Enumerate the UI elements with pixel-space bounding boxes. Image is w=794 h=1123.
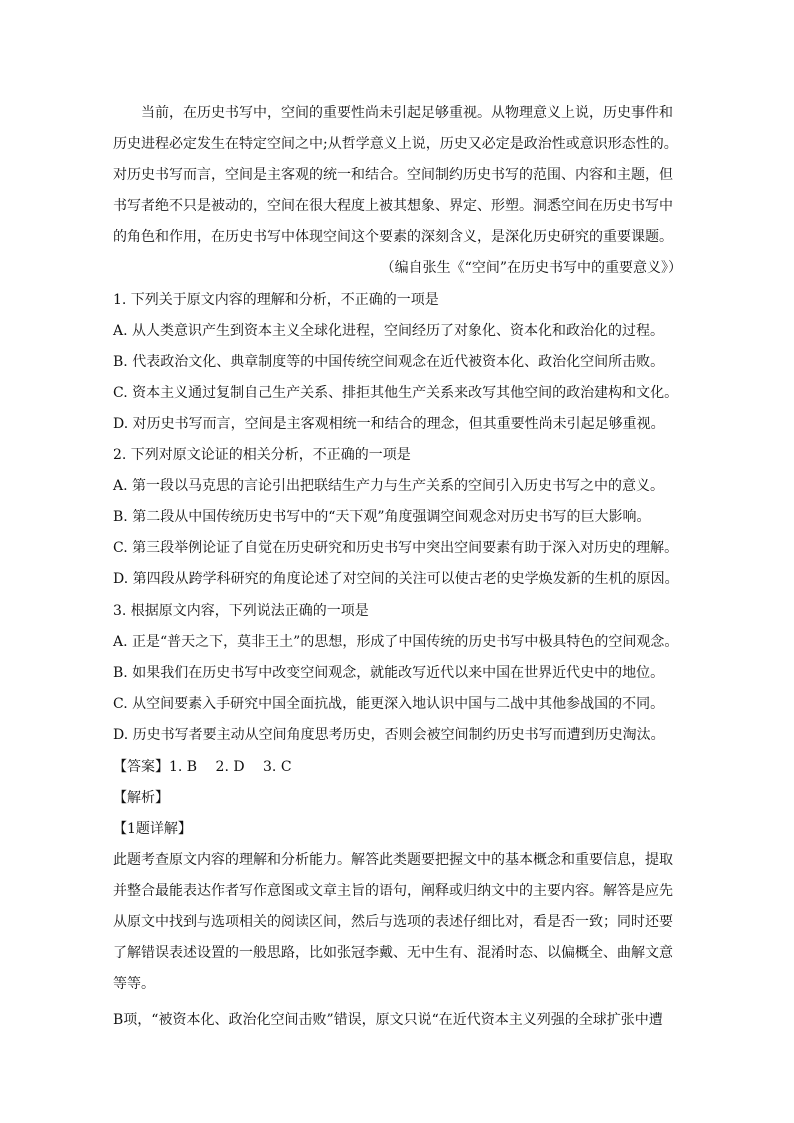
question-option: C. 资本主义通过复制自己生产关系、排拒其他生产关系来改写其他空间的政治建构和文化。 [113,385,679,401]
detail-heading: 【1题详解】 [113,821,192,837]
passage-line: 对历史书写而言，空间是主客观的统一和结合。空间制约历史书写的范围、内容和主题，但 [113,167,673,183]
question-stem: 3. 根据原文内容，下列说法正确的一项是 [113,603,369,619]
question-stem: 1. 下列关于原文内容的理解和分析，不正确的一项是 [113,292,439,308]
detail-line: 并整合最能表达作者写作意图或文章主旨的语句，阐释或归纳文中的主要内容。解答是应先 [113,883,673,899]
source-citation: （编自张生《“空间”在历史书写中的重要意义》） [380,260,682,276]
question-option: D. 第四段从跨学科研究的角度论述了对空间的关注可以使古老的史学焕发新的生机的原因。 [113,571,679,587]
answer-key: 【答案】1. B 2. D 3. C [113,759,292,775]
question-option: C. 从空间要素入手研究中国全面抗战，能更深入地认识中国与二战中其他参战国的不同。 [113,696,665,712]
question-option: D. 历史书写者要主动从空间角度思考历史，否则会被空间制约历史书写而遭到历史淘汰。 [113,727,665,743]
question-option: B. 第二段从中国传统历史书写中的“天下观”角度强调空间观念对历史书写的巨大影响。 [113,509,651,525]
passage-line: 历史进程必定发生在特定空间之中;从哲学意义上说，历史又必定是政治性或意识形态性的。 [113,136,678,152]
question-option: B. 如果我们在历史书写中改变空间观念，就能改写近代以来中国在世界近代史中的地位。 [113,665,665,681]
question-option: A. 第一段以马克思的言论引出把联结生产力与生产关系的空间引入历史书写之中的意义。 [113,478,665,494]
question-option: C. 第三段举例论证了自觉在历史研究和历史书写中突出空间要素有助于深入对历史的理解。 [113,540,679,556]
passage-line: 书写者绝不只是被动的，空间在很大程度上被其想象、界定、形塑。洞悉空间在历史书写中 [113,198,673,214]
detail-line: 等等。 [113,976,155,992]
detail-line: B项，“被资本化、政治化空间击败”错误，原文只说“在近代资本主义列强的全球扩张中遭 [113,1012,663,1028]
detail-line: 此题考查原文内容的理解和分析能力。解答此类题要把握文中的基本概念和重要信息，提取 [113,852,673,868]
question-stem: 2. 下列对原文论证的相关分析，不正确的一项是 [113,447,411,463]
passage-line: 当前，在历史书写中，空间的重要性尚未引起足够重视。从物理意义上说，历史事件和 [141,105,673,121]
question-option: A. 从人类意识产生到资本主义全球化进程，空间经历了对象化、资本化和政治化的过程。 [113,323,665,339]
detail-line: 了解错误表述设置的一般思路，比如张冠李戴、无中生有、混淆时态、以偏概全、曲解文意 [113,945,673,961]
question-option: A. 正是“普天之下，莫非王土”的思想，形成了中国传统的历史书写中极具特色的空间观念。 [113,634,679,650]
analysis-heading: 【解析】 [113,790,169,806]
passage-line: 的角色和作用，在历史书写中体现空间这个要素的深刻含义，是深化历史研究的重要课题。 [113,229,673,245]
detail-line: 从原文中找到与选项相关的阅读区间，然后与选项的表述仔细比对，看是否一致；同时还要 [113,914,673,930]
question-option: D. 对历史书写而言，空间是主客观相统一和结合的理念，但其重要性尚未引起足够重视。 [113,416,665,432]
question-option: B. 代表政治文化、典章制度等的中国传统空间观念在近代被资本化、政治化空间所击败。 [113,354,665,370]
